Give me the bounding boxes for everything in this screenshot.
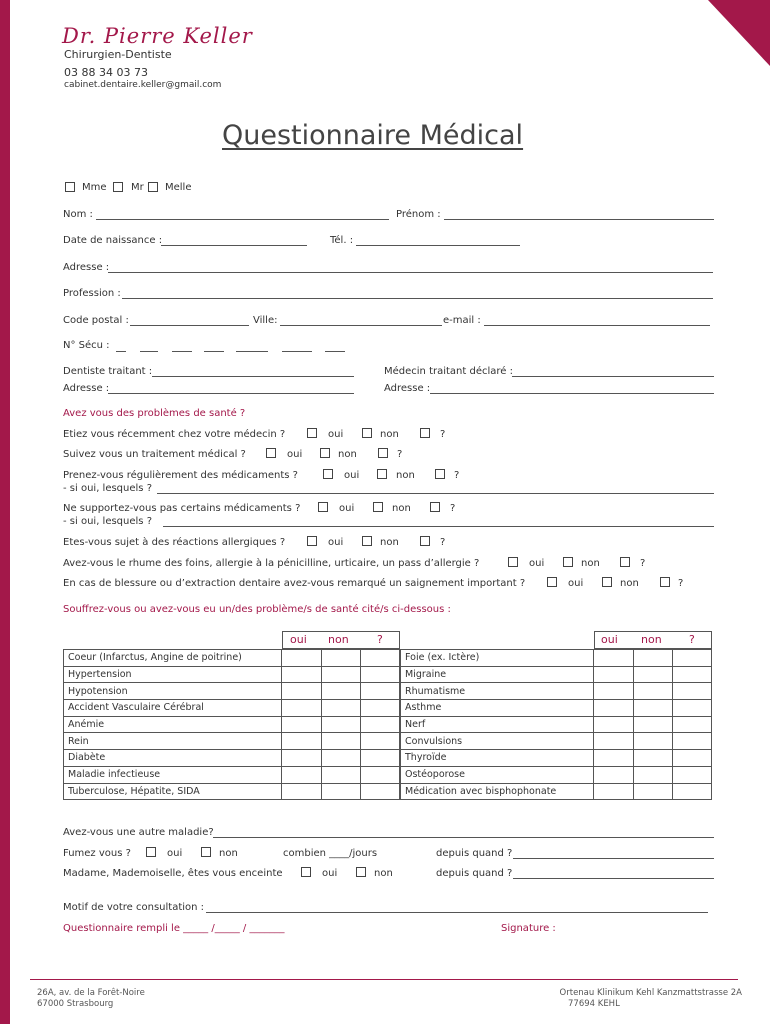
label-pregnant-since: depuis quand ? bbox=[436, 868, 513, 879]
corner-triangle bbox=[708, 0, 770, 66]
label-smoking: Fumez vous ? bbox=[63, 848, 131, 859]
table-row bbox=[64, 766, 400, 783]
cell-non[interactable] bbox=[322, 666, 361, 683]
q3-unknown-label: ? bbox=[454, 470, 460, 481]
field-adresse-dentiste[interactable] bbox=[108, 393, 354, 394]
page-title: Questionnaire Médical bbox=[222, 120, 524, 151]
q5-unknown-checkbox[interactable] bbox=[420, 536, 430, 546]
pregnant-oui-checkbox[interactable] bbox=[301, 867, 311, 877]
q4-oui-checkbox[interactable] bbox=[318, 502, 328, 512]
condition-name: Hypertension bbox=[64, 666, 282, 683]
cell-oui[interactable] bbox=[282, 700, 322, 717]
footer-divider bbox=[30, 979, 738, 980]
secu-field-3[interactable] bbox=[172, 351, 192, 352]
label-smoking-since: depuis quand ? bbox=[436, 848, 513, 859]
cell-oui[interactable] bbox=[594, 650, 634, 667]
condition-name: Rhumatisme bbox=[401, 683, 594, 700]
footer-address-left-1: 26A, av. de la Forêt-Noire bbox=[37, 988, 145, 998]
table-row bbox=[401, 683, 712, 700]
table-row bbox=[401, 716, 712, 733]
cell-non[interactable] bbox=[634, 700, 673, 717]
footer-address-left-2: 67000 Strasbourg bbox=[37, 999, 114, 1009]
q7-oui-checkbox[interactable] bbox=[547, 577, 557, 587]
secu-field-4[interactable] bbox=[204, 351, 224, 352]
label-consultation-reason: Motif de votre consultation : bbox=[63, 902, 205, 913]
label-cigarettes-per-day[interactable]: combien ____/jours bbox=[283, 848, 378, 859]
cell-non[interactable] bbox=[322, 766, 361, 783]
phone: 03 88 34 03 73 bbox=[64, 66, 148, 79]
cell-non[interactable] bbox=[322, 733, 361, 750]
condition-name: Foie (ex. Ictère) bbox=[401, 650, 594, 667]
cell-non[interactable] bbox=[634, 716, 673, 733]
smoking-oui-label: oui bbox=[167, 848, 183, 859]
label-tel: Tél. : bbox=[330, 235, 354, 246]
cell-unknown[interactable] bbox=[673, 683, 712, 700]
secu-field-7[interactable] bbox=[325, 351, 345, 352]
conditions-section-title: Souffrez-vous ou avez-vous eu un/des problème/s de santé cité/s ci-dessous : bbox=[63, 604, 451, 615]
q1-non-checkbox[interactable] bbox=[362, 428, 372, 438]
cell-oui[interactable] bbox=[282, 750, 322, 767]
cell-non[interactable] bbox=[322, 683, 361, 700]
table-row bbox=[64, 716, 400, 733]
cell-oui[interactable] bbox=[594, 750, 634, 767]
table-row bbox=[64, 700, 400, 717]
secu-field-6[interactable] bbox=[282, 351, 312, 352]
left-header-oui: oui bbox=[290, 633, 307, 646]
cell-unknown[interactable] bbox=[673, 700, 712, 717]
label-code-postal: Code postal : bbox=[63, 315, 129, 326]
q2-oui-label: oui bbox=[287, 449, 303, 460]
conditions-table-right bbox=[400, 649, 712, 800]
table-row bbox=[401, 666, 712, 683]
field-medications-list[interactable] bbox=[157, 493, 714, 494]
field-prenom[interactable] bbox=[444, 219, 714, 220]
cell-oui[interactable] bbox=[282, 733, 322, 750]
q4-non-checkbox[interactable] bbox=[373, 502, 383, 512]
field-ville[interactable] bbox=[280, 325, 442, 326]
q3-oui-checkbox[interactable] bbox=[323, 469, 333, 479]
q4-oui-label: oui bbox=[339, 503, 355, 514]
table-row bbox=[401, 766, 712, 783]
label-profession: Profession : bbox=[63, 288, 121, 299]
condition-name: Hypotension bbox=[64, 683, 282, 700]
label-date-naissance: Date de naissance : bbox=[63, 235, 163, 246]
cell-non[interactable] bbox=[322, 650, 361, 667]
question-intolerance: Ne supportez-vous pas certains médicaments ? bbox=[63, 503, 301, 514]
q6-oui-checkbox[interactable] bbox=[508, 557, 518, 567]
cell-non[interactable] bbox=[322, 750, 361, 767]
field-other-disease[interactable] bbox=[213, 837, 714, 838]
cell-oui[interactable] bbox=[594, 683, 634, 700]
table-row bbox=[64, 683, 400, 700]
condition-name: Ostéoporose bbox=[401, 766, 594, 783]
q3-non-checkbox[interactable] bbox=[377, 469, 387, 479]
q1-unknown-label: ? bbox=[440, 429, 446, 440]
cell-non[interactable] bbox=[634, 683, 673, 700]
q7-non-checkbox[interactable] bbox=[602, 577, 612, 587]
label-mme: Mme bbox=[82, 182, 107, 193]
question-allergic-reactions: Etes-vous sujet à des réactions allergiques ? bbox=[63, 537, 286, 548]
footer-address-right-2: 77694 KEHL bbox=[568, 999, 620, 1009]
cell-non[interactable] bbox=[322, 783, 361, 800]
field-nom[interactable] bbox=[96, 219, 389, 220]
cell-unknown[interactable] bbox=[361, 766, 400, 783]
q6-unknown-label: ? bbox=[640, 558, 646, 569]
doctor-name: Dr. Pierre Keller bbox=[62, 24, 253, 48]
cell-non[interactable] bbox=[634, 766, 673, 783]
cell-oui[interactable] bbox=[594, 766, 634, 783]
right-header-oui: oui bbox=[601, 633, 618, 646]
label-filled-date[interactable]: Questionnaire rempli le _____ /_____ / _______ bbox=[63, 923, 285, 934]
right-header-non: non bbox=[641, 633, 662, 646]
left-accent-bar bbox=[0, 0, 10, 1024]
condition-name: Asthme bbox=[401, 700, 594, 717]
cell-non[interactable] bbox=[634, 666, 673, 683]
field-tel[interactable] bbox=[356, 245, 520, 246]
cell-oui[interactable] bbox=[282, 683, 322, 700]
condition-name: Migraine bbox=[401, 666, 594, 683]
q1-oui-checkbox[interactable] bbox=[307, 428, 317, 438]
cell-non[interactable] bbox=[634, 650, 673, 667]
cell-unknown[interactable] bbox=[673, 716, 712, 733]
q5-non-label: non bbox=[380, 537, 399, 548]
q4-sub-label: - si oui, lesquels ? bbox=[63, 516, 152, 527]
label-prenom: Prénom : bbox=[396, 209, 441, 220]
q7-oui-label: oui bbox=[568, 578, 584, 589]
conditions-table-left bbox=[63, 649, 400, 800]
cell-unknown[interactable] bbox=[673, 766, 712, 783]
label-dentiste-traitant: Dentiste traitant : bbox=[63, 366, 153, 377]
cell-oui[interactable] bbox=[594, 716, 634, 733]
label-email: e-mail : bbox=[443, 315, 481, 326]
field-dentiste-traitant[interactable] bbox=[152, 376, 354, 377]
label-other-disease: Avez-vous une autre maladie? bbox=[63, 827, 214, 838]
cell-non[interactable] bbox=[322, 700, 361, 717]
q2-non-label: non bbox=[338, 449, 357, 460]
cell-oui[interactable] bbox=[282, 716, 322, 733]
table-row bbox=[401, 700, 712, 717]
q7-non-label: non bbox=[620, 578, 639, 589]
field-medecin-traitant[interactable] bbox=[512, 376, 714, 377]
condition-name: Diabète bbox=[64, 750, 282, 767]
cell-unknown[interactable] bbox=[673, 666, 712, 683]
question-treatment: Suivez vous un traitement médical ? bbox=[63, 449, 246, 460]
cell-unknown[interactable] bbox=[361, 650, 400, 667]
question-medications: Prenez-vous régulièrement des médicaments ? bbox=[63, 470, 298, 481]
table-row bbox=[64, 733, 400, 750]
q5-non-checkbox[interactable] bbox=[362, 536, 372, 546]
q1-unknown-checkbox[interactable] bbox=[420, 428, 430, 438]
field-code-postal[interactable] bbox=[130, 325, 249, 326]
cell-oui[interactable] bbox=[282, 666, 322, 683]
field-adresse-medecin[interactable] bbox=[430, 393, 714, 394]
checkbox-melle[interactable] bbox=[148, 182, 158, 192]
question-bleeding: En cas de blessure ou d’extraction dentaire avez-vous remarqué un saignement important ? bbox=[63, 578, 526, 589]
label-secu: N° Sécu : bbox=[63, 340, 110, 351]
secu-field-1[interactable] bbox=[116, 351, 126, 352]
field-intolerance-list[interactable] bbox=[163, 526, 714, 527]
label-signature: Signature : bbox=[501, 923, 556, 934]
cell-oui[interactable] bbox=[594, 666, 634, 683]
table-row bbox=[401, 750, 712, 767]
q3-unknown-checkbox[interactable] bbox=[435, 469, 445, 479]
q4-non-label: non bbox=[392, 503, 411, 514]
q2-unknown-label: ? bbox=[397, 449, 403, 460]
condition-name: Anémie bbox=[64, 716, 282, 733]
cell-unknown[interactable] bbox=[673, 733, 712, 750]
cell-unknown[interactable] bbox=[673, 783, 712, 800]
condition-name: Médication avec bisphophonate bbox=[401, 783, 594, 800]
label-melle: Melle bbox=[165, 182, 192, 193]
cell-oui[interactable] bbox=[594, 783, 634, 800]
email: cabinet.dentaire.keller@gmail.com bbox=[64, 80, 222, 90]
left-header-unknown: ? bbox=[377, 633, 383, 646]
q1-oui-label: oui bbox=[328, 429, 344, 440]
cell-unknown[interactable] bbox=[673, 650, 712, 667]
q4-unknown-label: ? bbox=[450, 503, 456, 514]
smoking-non-label: non bbox=[219, 848, 238, 859]
cell-oui[interactable] bbox=[282, 650, 322, 667]
table-row bbox=[64, 750, 400, 767]
table-row bbox=[64, 666, 400, 683]
condition-name: Rein bbox=[64, 733, 282, 750]
footer-address-right-1: Ortenau Klinikum Kehl Kanzmattstrasse 2A bbox=[559, 988, 742, 998]
table-row bbox=[64, 783, 400, 800]
q2-oui-checkbox[interactable] bbox=[266, 448, 276, 458]
cell-unknown[interactable] bbox=[361, 716, 400, 733]
q1-non-label: non bbox=[380, 429, 399, 440]
table-row bbox=[401, 650, 712, 667]
q3-non-label: non bbox=[396, 470, 415, 481]
right-header-unknown: ? bbox=[689, 633, 695, 646]
cell-unknown[interactable] bbox=[361, 666, 400, 683]
q6-unknown-checkbox[interactable] bbox=[620, 557, 630, 567]
q7-unknown-checkbox[interactable] bbox=[660, 577, 670, 587]
question-recent-doctor: Etiez vous récemment chez votre médecin ? bbox=[63, 429, 286, 440]
cell-non[interactable] bbox=[322, 716, 361, 733]
q6-non-label: non bbox=[581, 558, 600, 569]
smoking-oui-checkbox[interactable] bbox=[146, 847, 156, 857]
field-email[interactable] bbox=[484, 325, 710, 326]
cell-unknown[interactable] bbox=[361, 683, 400, 700]
label-nom: Nom : bbox=[63, 209, 93, 220]
cell-oui[interactable] bbox=[594, 733, 634, 750]
q6-non-checkbox[interactable] bbox=[563, 557, 573, 567]
field-profession[interactable] bbox=[122, 298, 713, 299]
table-row bbox=[401, 783, 712, 800]
table-row bbox=[64, 650, 400, 667]
secu-field-2[interactable] bbox=[140, 351, 158, 352]
q3-sub-label: - si oui, lesquels ? bbox=[63, 483, 152, 494]
condition-name: Convulsions bbox=[401, 733, 594, 750]
health-section-title: Avez vous des problèmes de santé ? bbox=[63, 408, 246, 419]
condition-name: Maladie infectieuse bbox=[64, 766, 282, 783]
field-adresse[interactable] bbox=[108, 272, 713, 273]
label-adresse: Adresse : bbox=[63, 262, 110, 273]
cell-unknown[interactable] bbox=[673, 750, 712, 767]
condition-name: Coeur (Infarctus, Angine de poitrine) bbox=[64, 650, 282, 667]
smoking-non-checkbox[interactable] bbox=[201, 847, 211, 857]
label-adresse-dentiste: Adresse : bbox=[63, 383, 110, 394]
label-pregnant: Madame, Mademoiselle, êtes vous enceinte bbox=[63, 868, 283, 879]
left-table-header bbox=[282, 631, 400, 649]
left-header-non: non bbox=[328, 633, 349, 646]
cell-non[interactable] bbox=[634, 750, 673, 767]
checkbox-mme[interactable] bbox=[65, 182, 75, 192]
cell-unknown[interactable] bbox=[361, 733, 400, 750]
label-ville: Ville: bbox=[253, 315, 278, 326]
condition-name: Accident Vasculaire Cérébral bbox=[64, 700, 282, 717]
question-hay-fever: Avez-vous le rhume des foins, allergie à la pénicilline, urticaire, un pass d’allergie ? bbox=[63, 558, 480, 569]
cell-oui[interactable] bbox=[282, 766, 322, 783]
cell-unknown[interactable] bbox=[361, 783, 400, 800]
cell-oui[interactable] bbox=[594, 700, 634, 717]
checkbox-mr[interactable] bbox=[113, 182, 123, 192]
q6-oui-label: oui bbox=[529, 558, 545, 569]
q7-unknown-label: ? bbox=[678, 578, 684, 589]
secu-field-5[interactable] bbox=[236, 351, 268, 352]
cell-non[interactable] bbox=[634, 733, 673, 750]
table-row bbox=[401, 733, 712, 750]
condition-name: Nerf bbox=[401, 716, 594, 733]
field-pregnant-since[interactable] bbox=[513, 878, 714, 879]
q5-oui-checkbox[interactable] bbox=[307, 536, 317, 546]
label-medecin-traitant: Médecin traitant déclaré : bbox=[384, 366, 513, 377]
q5-unknown-label: ? bbox=[440, 537, 446, 548]
cell-oui[interactable] bbox=[282, 783, 322, 800]
field-consultation-reason[interactable] bbox=[206, 912, 708, 913]
q5-oui-label: oui bbox=[328, 537, 344, 548]
q4-unknown-checkbox[interactable] bbox=[430, 502, 440, 512]
q2-unknown-checkbox[interactable] bbox=[378, 448, 388, 458]
pregnant-non-label: non bbox=[374, 868, 393, 879]
specialty: Chirurgien-Dentiste bbox=[64, 48, 172, 61]
pregnant-oui-label: oui bbox=[322, 868, 338, 879]
field-smoking-since[interactable] bbox=[513, 858, 714, 859]
right-table-header bbox=[594, 631, 712, 649]
q2-non-checkbox[interactable] bbox=[320, 448, 330, 458]
cell-unknown[interactable] bbox=[361, 750, 400, 767]
cell-unknown[interactable] bbox=[361, 700, 400, 717]
condition-name: Thyroïde bbox=[401, 750, 594, 767]
q3-oui-label: oui bbox=[344, 470, 360, 481]
label-mr: Mr bbox=[131, 182, 144, 193]
label-adresse-medecin: Adresse : bbox=[384, 383, 431, 394]
pregnant-non-checkbox[interactable] bbox=[356, 867, 366, 877]
cell-non[interactable] bbox=[634, 783, 673, 800]
condition-name: Tuberculose, Hépatite, SIDA bbox=[64, 783, 282, 800]
field-date-naissance[interactable] bbox=[161, 245, 307, 246]
